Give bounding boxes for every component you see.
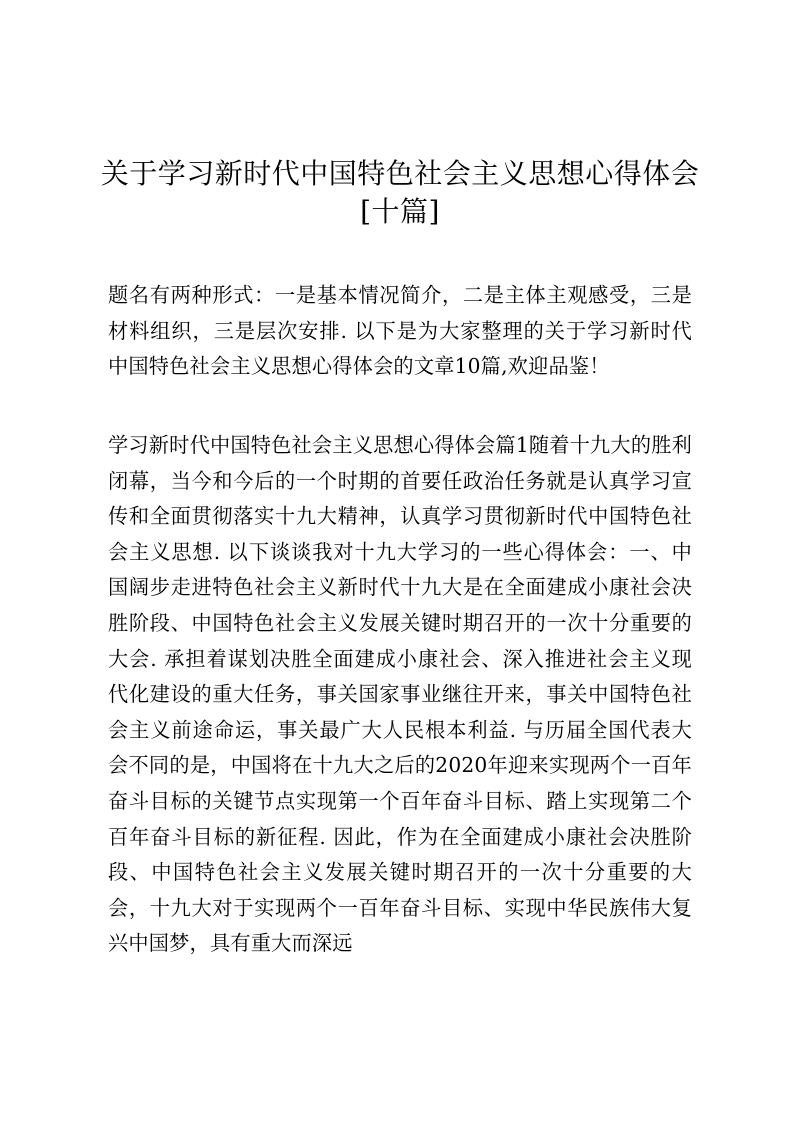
body-paragraph: 学习新时代中国特色社会主义思想心得体会篇1随着十九大的胜利闭幕，当今和今后的一个时期的首要任政治任务就是认真学习宣传和全面贯彻落实十九大精神，认真学习贯彻新时代中国特色社会主义思想. 以下谈谈我对十九大学习的一些心得体会：一、中国阔步走进特色社会主义新时代十九大是在全面建成小康社会决胜阶段、中国特色社会主义发展关键时期召开的一次十分重要的大会. 承担着谋划决胜全面建成小康社会、深入推进社会主义现代化建设的重大任务，事关国家事业继往开来，事关中国特色社会主义前途命运，事关最广大人民根本利益. 与历届全国代表大会不同的是，中国将在十九大之后的2020年迎来实现两个一百年奋斗目标的关键节点实现第一个百年奋斗目标、踏上实现第二个百年奋斗目标的新征程. 因此，作为在全面建成小康社会决胜阶段、中国特色社会主义发展关键时期召开的一次十分重要的大会，十九大对于实现两个一百年奋斗目标、实现中华民族伟大复兴中国梦，具有重大而深远 <box>108 433 692 956</box>
intro-paragraph: 题名有两种形式：一是基本情况简介，二是主体主观感受，三是材料组织，三是层次安排. 以下是为大家整理的关于学习新时代中国特色社会主义思想心得体会的文章10篇,欢迎品鉴！ <box>108 283 692 379</box>
document-title: 关于学习新时代中国特色社会主义思想心得体会[十篇] <box>100 157 700 228</box>
